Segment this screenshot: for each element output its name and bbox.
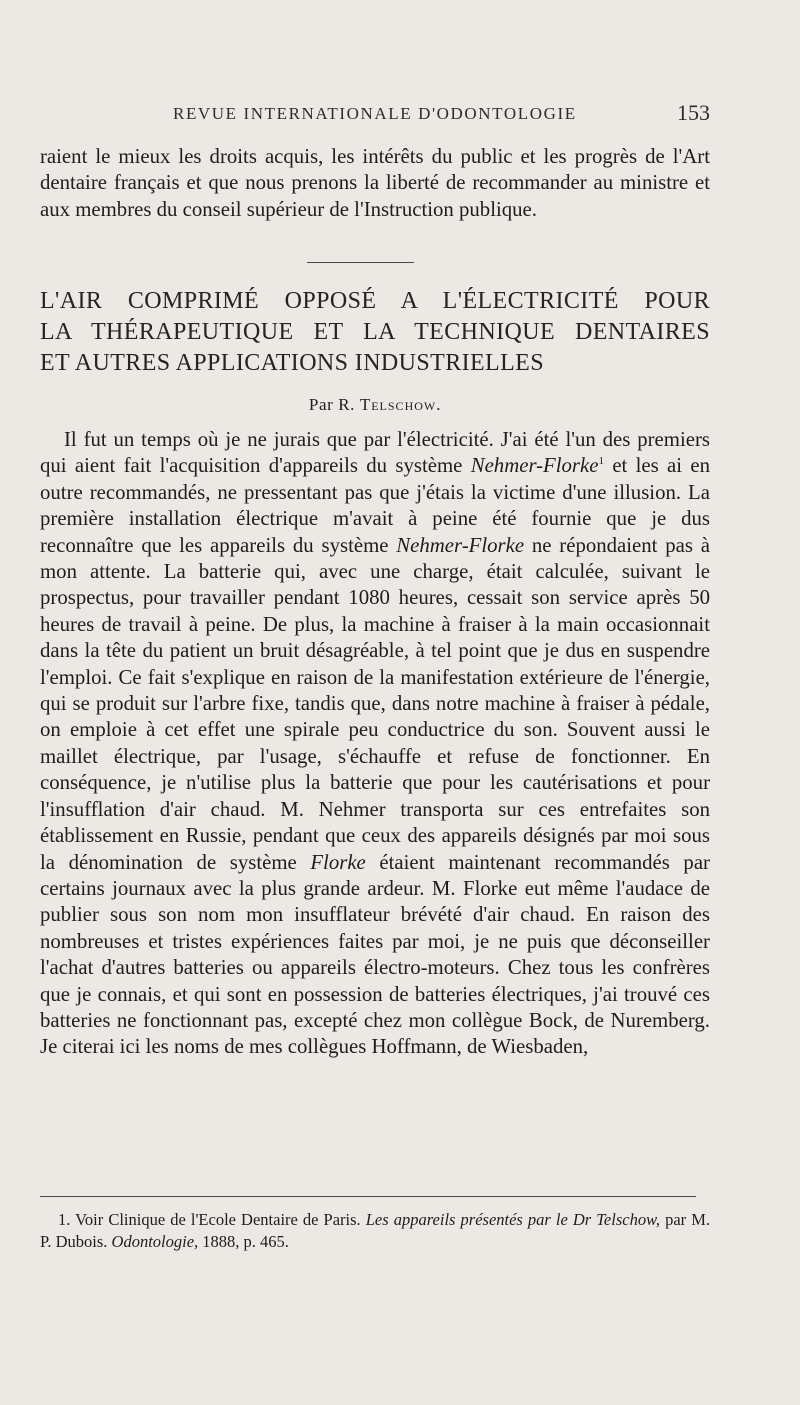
footnote-text-3: 1888, p. 465. bbox=[198, 1232, 289, 1251]
running-title: REVUE INTERNATIONALE D'ODONTOLOGIE bbox=[173, 104, 577, 123]
footnote-ref[interactable]: 1 bbox=[598, 455, 604, 468]
system-name-3: Florke bbox=[310, 850, 366, 874]
system-name-2: Nehmer-Florke bbox=[396, 533, 525, 557]
footnote-citation-title: Les appareils présentés par le Dr Telschow, bbox=[365, 1210, 660, 1229]
page-number: 153 bbox=[677, 100, 710, 125]
body-text-1: Il fut un temps où je ne jurais que par l'électricité. J'ai été l'un des premiers qui aient fait l'acquisition d'appareils du système bbox=[40, 428, 710, 478]
title-line-3: ET AUTRES APPLICATIONS INDUSTRIELLES bbox=[40, 350, 544, 376]
footnote-journal: Odontologie, bbox=[111, 1232, 199, 1251]
system-name-1: Nehmer-Florke bbox=[470, 454, 599, 478]
byline bbox=[40, 395, 710, 415]
title-line-1: L'AIR COMPRIMÉ OPPOSÉ A L'ÉLECTRICITÉ POUR bbox=[40, 288, 710, 314]
intro-text: raient le mieux les droits acquis, les intérêts du public et les progrès de l'Art dentaire français et que nous prenons la liberté de recommander au ministre et aux membres du conseil supérieur de l'Instruction publique. bbox=[40, 145, 710, 221]
byline-author: Telschow bbox=[359, 395, 437, 414]
article-title bbox=[40, 286, 710, 379]
body-paragraph bbox=[40, 427, 710, 1061]
running-header bbox=[40, 100, 710, 130]
footnote-divider bbox=[40, 1196, 696, 1197]
byline-suffix: . bbox=[436, 395, 442, 414]
intro-paragraph bbox=[40, 144, 710, 223]
footnote-text-2: par M. P. Dubois. bbox=[40, 1210, 710, 1251]
title-line-2: LA THÉRAPEUTIQUE ET LA TECHNIQUE DENTAIRES bbox=[40, 319, 710, 345]
body-text-3: ne répondaient pas à mon attente. La batterie qui, avec une charge, était calculée, suivant le prospectus, pour travailler pendant 1080 heures, cessait son service après 50 heures de travail à peine. De plus, la machine à fraiser à la main occasionnait dans la tête du patient un bruit désagréable, à tel point que je dus en suspendre l'emploi. Ce fait s'explique en raison de la manifestation extérieure de l'énergie, qui se produit sur l'arbre fixe, tandis que, dans notre machine à fraiser à pédale, on emploie à cet effet une spirale peu conductrice du son. Souvent aussi le maillet électrique, par l'usage, s'échauffe et refuse de fonctionner. En conséquence, je n'utilise plus la batterie que pour les cautérisations et pour l'insufflation d'air chaud. M. Nehmer transporta sur ces entrefaites son établissement en Russie, pendant que ceux des appareils désignés par moi sous la dénomination de système bbox=[40, 533, 710, 874]
section-divider bbox=[307, 262, 414, 263]
body-text-2: et les ai en outre recommandés, ne pressentant pas que j'étais la victime d'une illusion. La première installation électrique m'avait à peine été fournie que je dus reconnaître que les appareils du système bbox=[40, 454, 711, 557]
footnote-text-1: Voir Clinique de l'Ecole Dentaire de Paris. bbox=[70, 1210, 366, 1229]
byline-prefix: Par R. bbox=[308, 395, 360, 414]
footnote-number: 1. bbox=[58, 1210, 71, 1229]
article-body bbox=[40, 427, 710, 1061]
body-text-4: étaient maintenant recommandés par certains journaux avec la plus grande ardeur. M. Florke eut même l'audace de publier sous son nom mon insufflateur brévété d'air chaud. En raison des nombreuses et tristes expériences faites par moi, je ne puis que déconseiller l'achat d'autres batteries ou appareils électro-moteurs. Chez tous les confrères que je connais, et qui sont en possession de batteries électriques, j'ai trouvé ces batteries ne fonctionnant pas, excepté chez mon collègue Bock, de Nuremberg. Je citerai ici les noms de mes collègues Hoffmann, de Wiesbaden, bbox=[40, 850, 710, 1059]
footnote bbox=[40, 1209, 710, 1253]
